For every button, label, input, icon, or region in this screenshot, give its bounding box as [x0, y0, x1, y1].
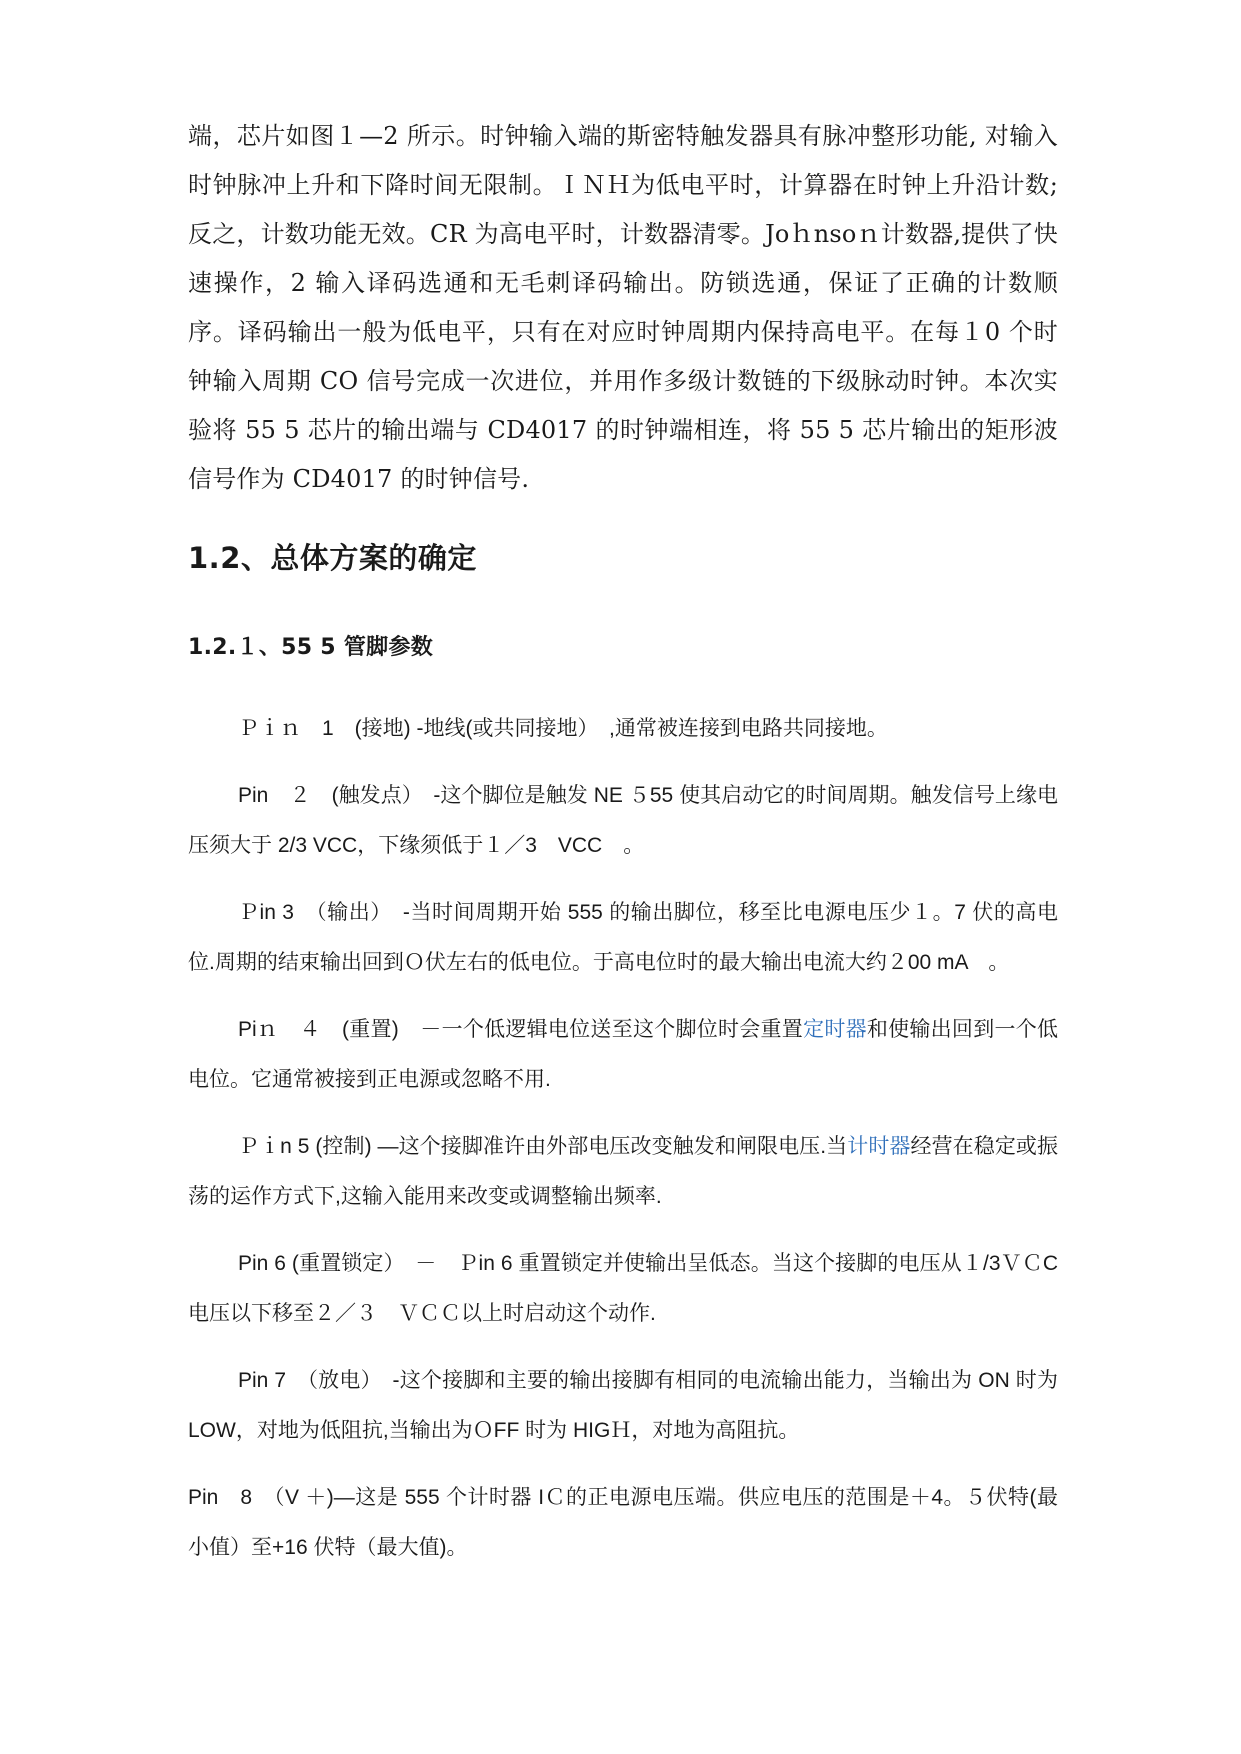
pin-1-paragraph: Ｐｉｎ 1 (接地) -地线(或共同接地） ,通常被连接到电路共同接地。: [238, 717, 888, 740]
pin-2-paragraph: Pin ２ (触发点） -这个脚位是触发 NE ５55 使其启动它的时间周期。触发信号上缘电压须大于 2/3 VCC，下缘须低于１／3 VCC 。: [188, 784, 1058, 857]
pin-5-text-end: 经营在稳定或振荡的运作方式下,这输入能用来改变或调整输出频率.: [188, 1135, 1058, 1208]
counter-timer-link[interactable]: 计时器: [847, 1135, 911, 1158]
pin-4-text-start: Piｎ ４ (重置) －一个低逻辑电位送至这个脚位时会重置: [238, 1018, 804, 1041]
section-heading-1-2: 1.2、总体方案的确定: [188, 541, 477, 575]
pin-4-paragraph: [188, 1005, 1058, 1105]
timer-link[interactable]: 定时器: [803, 1018, 867, 1041]
pin-4-text-end: 和使输出回到一个低电位。它通常被接到正电源或忽略不用.: [188, 1018, 1058, 1091]
subsection-heading-1-2-1: 1.2.１、55 5 管脚参数: [188, 635, 434, 660]
pin-6-paragraph: Pin 6 (重置锁定） － Ｐin 6 重置锁定并使输出呈低态。当这个接脚的电压从１/3ＶＣC 电压以下移至２／３ ＶＣＣ以上时启动这个动作.: [188, 1252, 1058, 1325]
pin-8-paragraph: Pin 8 （V ＋)—这是 555 个计时器 IＣ的正电源电压端。供应电压的范围是＋4。５伏特(最小值）至+16 伏特（最大值)。: [188, 1486, 1058, 1559]
pin-5-text-start: Ｐｉn 5 (控制) —这个接脚准许由外部电压改变触发和闸限电压.当: [238, 1135, 848, 1158]
document-page: [188, 112, 1058, 1559]
pin-list: [188, 704, 1058, 1590]
intro-paragraph: 端，芯片如图１—2 所示。时钟输入端的斯密特触发器具有脉冲整形功能, 对输入时钟脉冲上升和下降时间无限制。ＩＮＨ为低电平时，计算器在时钟上升沿计数;反之，计数功能无效。CR 为高电平时，计数器清零。Joｈnsoｎ计数器,提供了快速操作，2 输入译码选通和无毛刺译码输出。防锁选通，保证了正确的计数顺序。译码输出一般为低电平，只有在对应时钟周期内保持高电平。在每１0 个时钟输入周期 CO 信号完成一次进位，并用作多级计数链的下级脉动时钟。本次实验将 55 5 芯片的输出端与 CD4017 的时钟端相连，将 55 5 芯片输出的矩形波信号作为 CD4017 的时钟信号.: [188, 122, 1058, 493]
pin-7-paragraph: Pin 7 （放电） -这个接脚和主要的输出接脚有相同的电流输出能力，当输出为 ON 时为 LOW，对地为低阻抗,当输出为ＯFF 时为 HIGＨ，对地为高阻抗。: [188, 1369, 1058, 1442]
pin-5-paragraph: [188, 1122, 1058, 1222]
pin-3-paragraph: Ｐin 3 （输出） -当时间周期开始 555 的输出脚位，移至比电源电压少１。7 伏的高电位.周期的结束输出回到Ｏ伏左右的低电位。于高电位时的最大输出电流大约２00 mA 。: [188, 901, 1058, 974]
